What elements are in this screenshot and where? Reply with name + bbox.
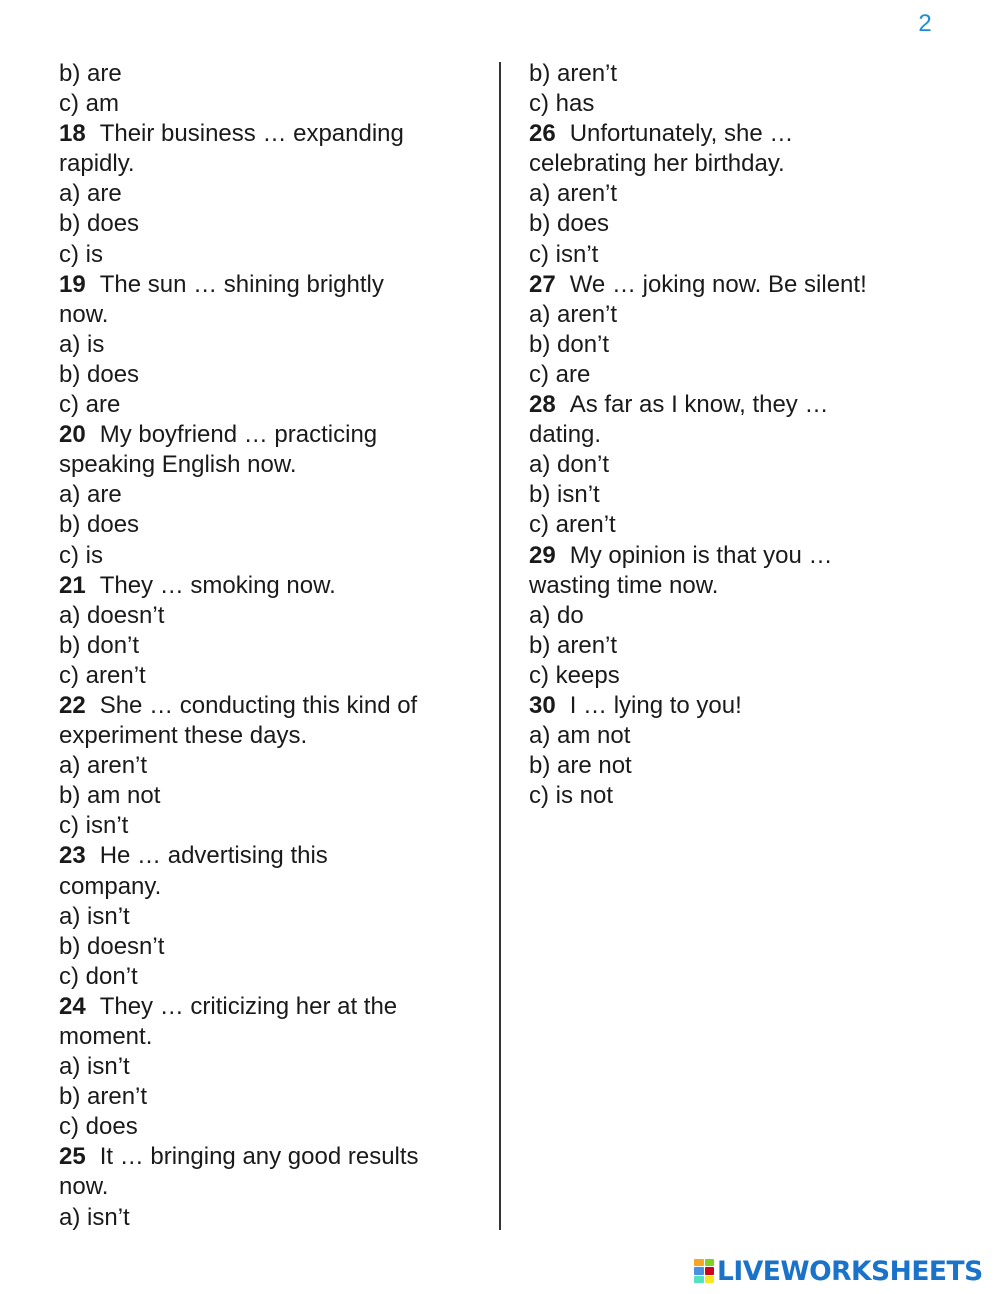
question-line: They … smoking now. xyxy=(99,571,336,599)
question-text xyxy=(59,691,479,721)
answer-option[interactable]: c) isn’t xyxy=(59,812,129,840)
question-line: celebrating her birthday. xyxy=(529,150,785,178)
question-text xyxy=(529,270,949,300)
question-number: 28 xyxy=(529,391,556,419)
answer-option[interactable]: a) don’t xyxy=(529,451,610,479)
question-text xyxy=(59,841,479,871)
answer-option[interactable]: a) isn’t xyxy=(59,902,130,930)
answer-option[interactable]: b) isn’t xyxy=(529,481,600,509)
question-text xyxy=(59,420,479,450)
answer-option[interactable]: a) are xyxy=(59,481,122,509)
question-text xyxy=(529,541,949,571)
question-line: It … bringing any good results xyxy=(99,1143,419,1171)
question-number: 21 xyxy=(59,571,86,599)
question-text xyxy=(59,119,479,149)
question-text xyxy=(59,571,479,601)
answer-option[interactable]: c) are xyxy=(59,391,121,419)
question-text-continued xyxy=(59,721,479,751)
question-line: My opinion is that you … xyxy=(569,541,833,569)
question-text-continued xyxy=(529,420,949,450)
answer-option[interactable]: c) is xyxy=(59,541,103,569)
question-number: 23 xyxy=(59,842,86,870)
answer-option[interactable]: a) aren’t xyxy=(59,752,148,780)
answer-option[interactable]: b) does xyxy=(59,210,140,238)
question-line: dating. xyxy=(529,421,602,449)
question-text xyxy=(529,119,949,149)
page-number: 2 xyxy=(918,10,932,37)
answer-option[interactable]: b) doesn’t xyxy=(59,932,165,960)
question-text-continued xyxy=(59,149,479,179)
question-text-continued xyxy=(59,300,479,330)
question-number: 25 xyxy=(59,1143,86,1171)
question-line: The sun … shining brightly xyxy=(99,270,384,298)
column-divider xyxy=(499,62,501,1230)
question-line: moment. xyxy=(59,1023,153,1050)
answer-option[interactable]: b) aren’t xyxy=(529,631,618,659)
question-number: 30 xyxy=(529,691,556,719)
question-line: Their business … expanding xyxy=(99,120,404,148)
answer-option[interactable]: b) don’t xyxy=(59,631,140,659)
question-text-continued xyxy=(529,149,949,179)
question-line: now. xyxy=(59,300,109,328)
answer-option[interactable]: a) am not xyxy=(529,722,631,750)
question-line: We … joking now. Be silent! xyxy=(569,270,867,298)
right-column xyxy=(529,59,949,811)
answer-option[interactable]: b) does xyxy=(59,360,140,388)
question-line: rapidly. xyxy=(59,150,135,178)
question-text-continued xyxy=(529,571,949,601)
question-number: 27 xyxy=(529,270,556,298)
question-text xyxy=(59,992,479,1022)
question-number: 24 xyxy=(59,992,86,1020)
answer-option[interactable]: a) isn’t xyxy=(59,1203,130,1231)
question-number: 29 xyxy=(529,541,556,569)
question-text xyxy=(59,270,479,300)
answer-option[interactable]: c) isn’t xyxy=(529,240,599,268)
question-line: I … lying to you! xyxy=(569,691,742,719)
answer-option[interactable]: a) are xyxy=(59,180,122,208)
answer-option[interactable]: c) are xyxy=(529,360,591,388)
answer-option[interactable]: c) does xyxy=(59,1113,138,1141)
logo-text: LIVEWORKSHEETS xyxy=(717,1255,983,1287)
question-number: 20 xyxy=(59,421,86,449)
liveworksheets-logo[interactable] xyxy=(694,1255,983,1287)
answer-option[interactable]: c) is not xyxy=(529,782,614,810)
answer-option[interactable]: b) are not xyxy=(529,752,632,780)
answer-option[interactable]: a) aren’t xyxy=(529,180,618,208)
answer-option[interactable]: b) are xyxy=(59,60,122,87)
answer-option[interactable]: c) aren’t xyxy=(59,661,146,689)
answer-option[interactable]: a) is xyxy=(59,330,105,358)
left-column xyxy=(59,59,479,1233)
question-line: now. xyxy=(59,1173,109,1201)
answer-option[interactable]: b) does xyxy=(59,511,140,539)
question-number: 22 xyxy=(59,691,86,719)
answer-option[interactable]: b) am not xyxy=(59,782,161,810)
answer-option[interactable]: b) does xyxy=(529,210,610,238)
question-line: wasting time now. xyxy=(529,571,719,599)
question-line: My boyfriend … practicing xyxy=(99,421,378,449)
answer-option[interactable]: c) aren’t xyxy=(529,511,616,539)
answer-option[interactable]: c) don’t xyxy=(59,962,138,990)
question-text-continued xyxy=(59,1022,479,1052)
question-number: 26 xyxy=(529,120,556,148)
answer-option[interactable]: c) has xyxy=(529,90,595,118)
answer-option[interactable]: a) isn’t xyxy=(59,1053,130,1081)
question-line: They … criticizing her at the xyxy=(99,992,398,1020)
question-text-continued xyxy=(59,1172,479,1202)
answer-option[interactable]: a) doesn’t xyxy=(59,601,165,629)
question-text-continued xyxy=(59,450,479,480)
answer-option[interactable]: c) is xyxy=(59,240,103,268)
answer-option[interactable]: b) aren’t xyxy=(529,60,618,87)
question-line: experiment these days. xyxy=(59,722,308,750)
question-number: 18 xyxy=(59,120,86,148)
question-text xyxy=(529,390,949,420)
answer-option[interactable]: a) aren’t xyxy=(529,300,618,328)
question-text xyxy=(59,1142,479,1172)
answer-option[interactable]: b) don’t xyxy=(529,330,610,358)
question-line: She … conducting this kind of xyxy=(99,691,418,719)
question-line: company. xyxy=(59,872,162,900)
question-number: 19 xyxy=(59,270,86,298)
question-line: As far as I know, they … xyxy=(569,391,829,419)
answer-option[interactable]: a) do xyxy=(529,601,584,629)
answer-option[interactable]: c) keeps xyxy=(529,661,620,689)
liveworksheets-blocks-icon xyxy=(694,1259,714,1283)
question-text xyxy=(529,691,949,721)
question-line: He … advertising this xyxy=(99,842,328,870)
question-text-continued xyxy=(59,872,479,902)
answer-option[interactable]: c) am xyxy=(59,90,119,118)
question-line: speaking English now. xyxy=(59,451,297,479)
answer-option[interactable]: b) aren’t xyxy=(59,1083,148,1111)
question-line: Unfortunately, she … xyxy=(569,120,794,148)
